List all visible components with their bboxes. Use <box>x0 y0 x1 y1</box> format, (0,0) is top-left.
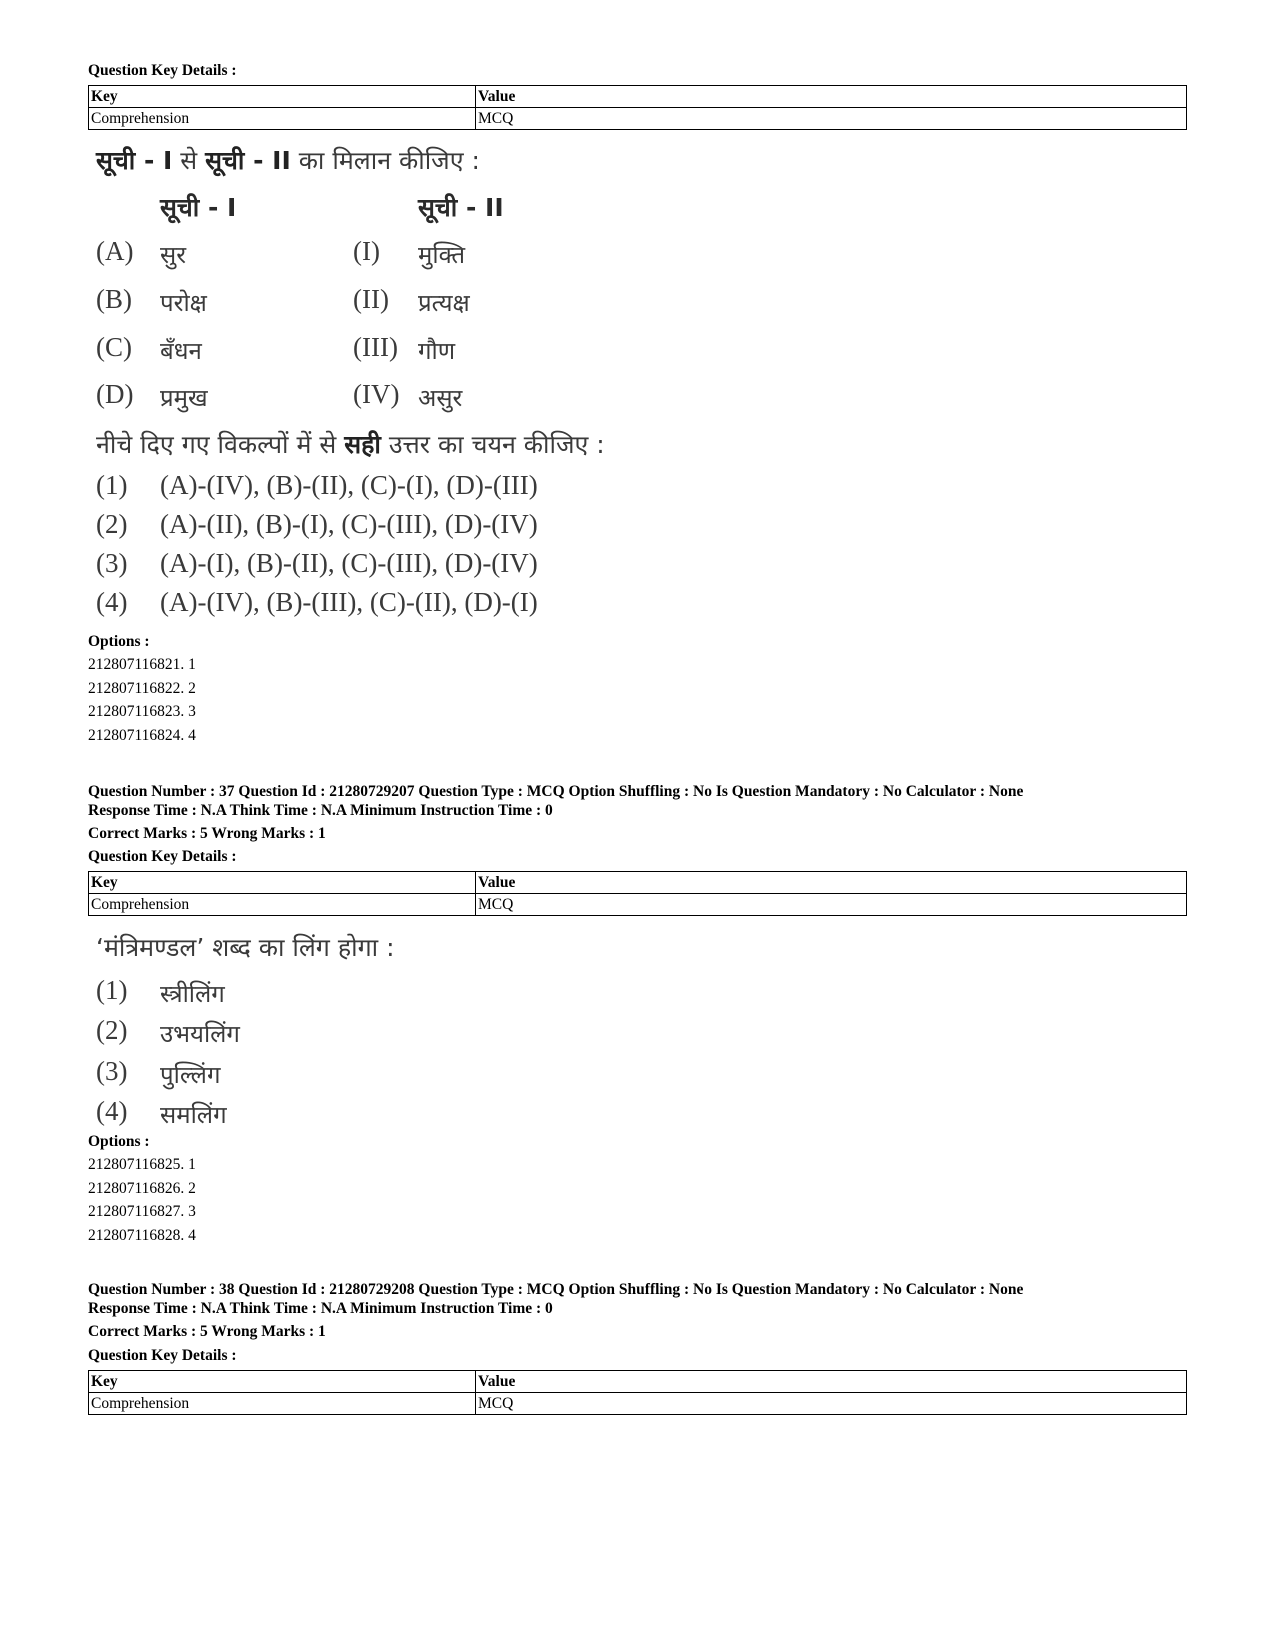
q36-key-table <box>88 85 1187 130</box>
q37-header-line2: Response Time : N.A Think Time : N.A Minimum Instruction Time : 0 <box>88 802 553 819</box>
row-b-text: परोक्ष <box>160 289 207 317</box>
list-item: 212807116822. 2 <box>88 679 196 697</box>
row-ii-label: (II) <box>353 284 389 314</box>
key-cell: Comprehension <box>89 108 476 130</box>
q36-instruction <box>96 427 605 461</box>
table-row <box>89 872 1187 894</box>
table-row <box>89 1371 1187 1393</box>
row-d-label: (D) <box>96 379 134 409</box>
choice-1-text: (A)-(IV), (B)-(II), (C)-(I), (D)-(III) <box>160 470 538 500</box>
value-header: Value <box>476 1371 1187 1393</box>
row-ii-text: प्रत्यक्ष <box>418 289 470 317</box>
q38-header-line1: Question Number : 38 Question Id : 21280729208 Question Type : MCQ Option Shuffling : No Is Question Mandatory : No Calculator : None <box>88 1281 1024 1298</box>
choice-3-num: (3) <box>96 548 128 578</box>
title-post: का मिलान कीजिए : <box>290 146 480 175</box>
choice-4-num: (4) <box>96 587 128 617</box>
list-item: 212807116825. 1 <box>88 1156 196 1173</box>
instruction-bold: सही <box>344 430 381 459</box>
choice-4-text: समलिंग <box>160 1101 227 1129</box>
key-cell: Comprehension <box>89 1393 476 1415</box>
instruction-pre: नीचे दिए गए विकल्पों में से <box>96 430 345 459</box>
choice-2-text: (A)-(II), (B)-(I), (C)-(III), (D)-(IV) <box>160 509 538 539</box>
choice-4-num: (4) <box>96 1096 128 1126</box>
q37-question: ‘मंत्रिमण्डल’ शब्द का लिंग होगा : <box>96 933 395 962</box>
row-d-text: प्रमुख <box>160 384 208 412</box>
list-item: 212807116827. 3 <box>88 1203 196 1221</box>
row-b-label: (B) <box>96 284 132 314</box>
choice-2-num: (2) <box>96 509 128 539</box>
row-a-text: सुर <box>160 241 187 269</box>
title-mid: से <box>172 146 206 175</box>
q37-key-table <box>88 871 1187 916</box>
instruction-post: उत्तर का चयन कीजिए : <box>380 430 605 459</box>
q36-options-label: Options : <box>88 633 150 650</box>
choice-1-text: स्त्रीलिंग <box>160 980 225 1008</box>
value-cell: MCQ <box>476 1393 1187 1415</box>
list-item: 212807116821. 1 <box>88 656 196 673</box>
q37-key-details-label: Question Key Details : <box>88 848 237 865</box>
choice-1-num: (1) <box>96 975 128 1005</box>
value-header: Value <box>476 872 1187 894</box>
row-iv-label: (IV) <box>353 379 400 409</box>
choice-1-num: (1) <box>96 470 128 500</box>
row-iv-text: असुर <box>418 384 463 412</box>
q37-marks: Correct Marks : 5 Wrong Marks : 1 <box>88 825 326 842</box>
row-a-label: (A) <box>96 236 134 266</box>
list1-header: सूची - I <box>160 193 237 222</box>
value-cell: MCQ <box>476 108 1187 130</box>
q37-options-list <box>88 1153 196 1248</box>
key-header: Key <box>89 1371 476 1393</box>
list-item: 212807116823. 3 <box>88 703 196 721</box>
key-header: Key <box>89 872 476 894</box>
q37-header-line1: Question Number : 37 Question Id : 21280729207 Question Type : MCQ Option Shuffling : No Is Question Mandatory : No Calculator : None <box>88 783 1024 800</box>
row-i-text: मुक्ति <box>418 241 466 269</box>
row-i-label: (I) <box>353 236 380 266</box>
key-cell: Comprehension <box>89 894 476 916</box>
row-c-label: (C) <box>96 332 132 362</box>
key-header: Key <box>89 86 476 108</box>
q36-options-list <box>88 653 196 748</box>
q38-key-details-label: Question Key Details : <box>88 1347 237 1364</box>
q36-question-title <box>96 143 480 177</box>
table-row <box>89 86 1187 108</box>
list-item: 212807116826. 2 <box>88 1179 196 1197</box>
q38-marks: Correct Marks : 5 Wrong Marks : 1 <box>88 1323 326 1340</box>
choice-3-num: (3) <box>96 1056 128 1086</box>
title-list1: सूची - I <box>96 146 173 175</box>
list2-header: सूची - II <box>418 193 504 222</box>
choice-4-text: (A)-(IV), (B)-(III), (C)-(II), (D)-(I) <box>160 587 538 617</box>
row-c-text: बँधन <box>160 337 202 365</box>
table-row <box>89 108 1187 130</box>
q37-options-label: Options : <box>88 1133 150 1150</box>
choice-2-text: उभयलिंग <box>160 1020 240 1048</box>
list-item: 212807116824. 4 <box>88 727 196 745</box>
title-list2: सूची - II <box>205 146 291 175</box>
choice-3-text: (A)-(I), (B)-(II), (C)-(III), (D)-(IV) <box>160 548 538 578</box>
list-item: 212807116828. 4 <box>88 1227 196 1245</box>
table-row <box>89 894 1187 916</box>
value-cell: MCQ <box>476 894 1187 916</box>
q36-key-details-label: Question Key Details : <box>88 62 237 79</box>
row-iii-label: (III) <box>353 332 398 362</box>
choice-3-text: पुल्लिंग <box>160 1061 221 1089</box>
table-row <box>89 1393 1187 1415</box>
row-iii-text: गौण <box>418 337 456 365</box>
q38-key-table <box>88 1370 1187 1415</box>
q38-header-line2: Response Time : N.A Think Time : N.A Minimum Instruction Time : 0 <box>88 1300 553 1317</box>
choice-2-num: (2) <box>96 1015 128 1045</box>
value-header: Value <box>476 86 1187 108</box>
